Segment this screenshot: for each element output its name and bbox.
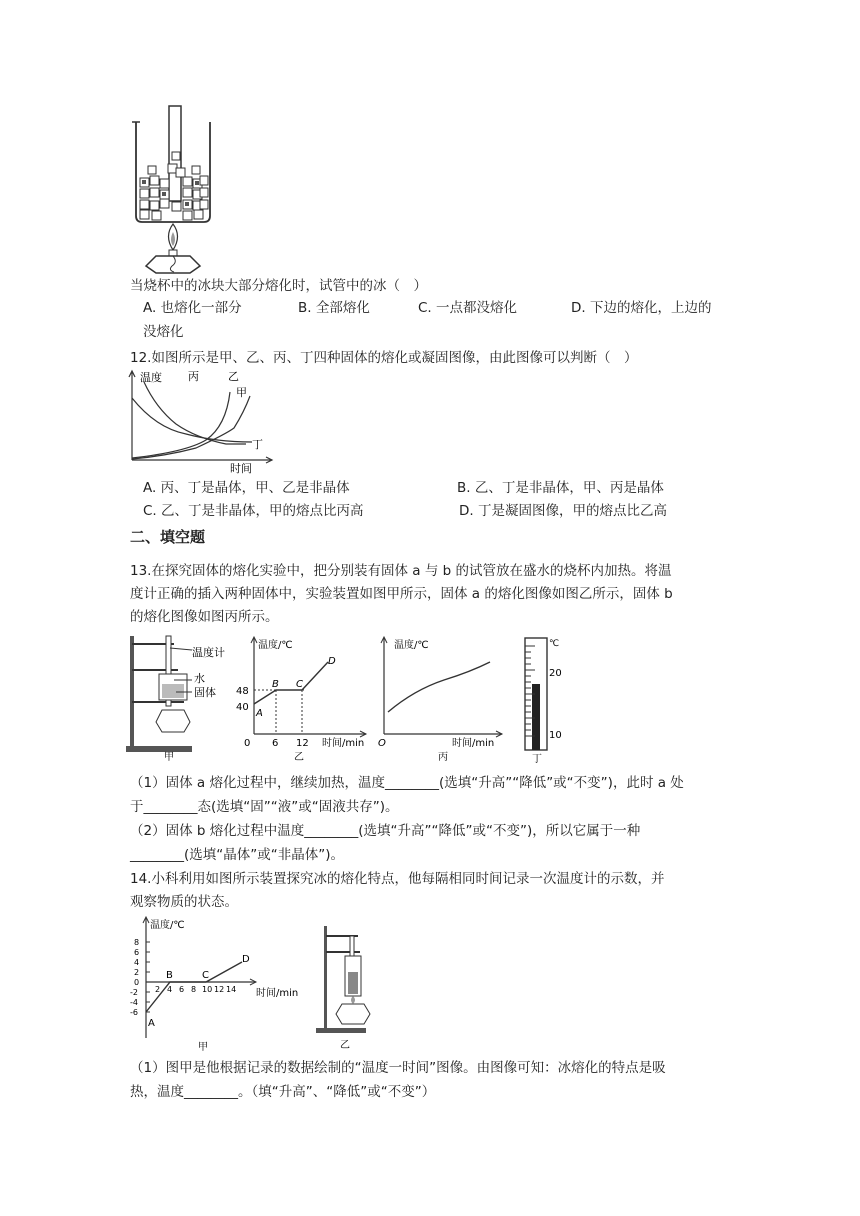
q14-ytick-2: 2 <box>134 968 140 977</box>
q12-stem: 12.如图所示是甲、乙、丙、丁四种固体的熔化或凝固图像，由此图像可以判断（ ） <box>130 350 638 366</box>
q13-label-water: 水 <box>194 672 205 685</box>
q14-xtick-4: 4 <box>167 985 173 994</box>
q13-yi-xtick-12: 12 <box>296 738 309 749</box>
q14-sub1-line2: 热，温度________。（填“升高”、“降低”或“不变”） <box>130 1084 436 1100</box>
q13-yi-point-b: B <box>272 679 279 690</box>
q14-xtick-14: 14 <box>226 985 237 994</box>
q14-point-c: C <box>202 970 209 981</box>
q14-xtick-2: 2 <box>155 985 161 994</box>
q13-caption-ding: 丁 <box>532 754 542 764</box>
q14-ylabel: 温度/℃ <box>150 920 185 931</box>
q14-xtick-12: 12 <box>214 985 225 994</box>
section-title: 二、填空题 <box>130 528 206 546</box>
q13-yi-xtick-0: 0 <box>244 738 251 749</box>
q13-yi-point-d: D <box>328 656 336 667</box>
q11-stem: 当烧杯中的冰块大部分熔化时，试管中的冰（ ） <box>130 278 427 294</box>
q12-curve-ding: 丁 <box>252 438 263 451</box>
q13-yi-xlabel: 时间/min <box>322 738 365 749</box>
q12-curve-yi: 乙 <box>228 370 239 383</box>
q13-yi-ylabel: 温度/℃ <box>258 640 293 651</box>
q13-yi-point-a: A <box>256 708 263 719</box>
q14-stem-line2: 观察物质的状态。 <box>130 894 238 910</box>
q14-xtick-10: 10 <box>202 985 213 994</box>
q11-option-a: A. 也熔化一部分 <box>143 300 242 316</box>
q14-apparatus-figure <box>312 922 382 1052</box>
q13-bing-origin: O <box>378 738 386 749</box>
q13-sub2-line1: （2）固体 b 熔化过程中温度________(选填“升高”“降低”或“不变”)，所以它属于一种 <box>130 823 641 839</box>
q14-ytick-0: 0 <box>134 978 140 987</box>
q14-xtick-6: 6 <box>179 985 185 994</box>
q13-graph-bing <box>374 632 506 764</box>
q12-melting-graph <box>126 368 276 474</box>
q11-option-d-cont: 没熔化 <box>143 324 184 340</box>
q13-apparatus-figure <box>126 632 236 762</box>
q14-ytick-6: 6 <box>134 948 140 957</box>
q13-bing-ylabel: 温度/℃ <box>394 640 429 651</box>
q13-caption-bing: 丙 <box>438 752 448 763</box>
q12-curve-bing: 丙 <box>188 370 199 383</box>
q13-sub1-line2: 于________态(选填“固”“液”或“固液共存”)。 <box>130 799 399 815</box>
q14-graph-jia <box>126 912 316 1052</box>
q13-stem-line1: 13.在探究固体的熔化实验中，把分别装有固体 a 与 b 的试管放在盛水的烧杯内加热。将温 <box>130 563 672 579</box>
q13-yi-xtick-6: 6 <box>272 738 279 749</box>
q14-point-b: B <box>166 970 173 981</box>
q11-option-c: C. 一点都没熔化 <box>418 300 518 316</box>
q13-ding-tick-20: 20 <box>549 668 562 679</box>
q13-yi-ytick-40: 40 <box>236 702 249 713</box>
q13-ding-tick-10: 10 <box>549 730 562 741</box>
q14-xtick-8: 8 <box>191 985 197 994</box>
q12-ylabel: 温度 <box>140 371 162 384</box>
q13-ding-unit: ℃ <box>549 639 560 649</box>
q13-stem-line2: 度计正确的插入两种固体中，实验装置如图甲所示，固体 a 的熔化图像如图乙所示，固体 b <box>130 586 673 602</box>
q13-stem-line3: 的熔化图像如图丙所示。 <box>130 609 279 625</box>
q14-point-d: D <box>242 954 250 965</box>
q12-option-d: D. 丁是凝固图像，甲的熔点比乙高 <box>459 503 667 519</box>
q14-xlabel: 时间/min <box>256 988 299 999</box>
q14-ytick-neg6: -6 <box>130 1008 138 1017</box>
q14-sub1-line1: （1）图甲是他根据记录的数据绘制的“温度一时间”图像。由图像可知：冰熔化的特点是吸 <box>130 1060 666 1076</box>
q13-yi-ytick-48: 48 <box>236 686 249 697</box>
q13-graph-yi <box>232 632 372 764</box>
q14-ytick-neg4: -4 <box>130 998 138 1007</box>
q14-ytick-4: 4 <box>134 958 140 967</box>
q13-label-thermometer: 温度计 <box>192 646 225 659</box>
q12-curve-jia: 甲 <box>236 386 247 399</box>
q11-option-b: B. 全部熔化 <box>298 300 370 316</box>
q13-sub1-line1: （1）固体 a 熔化过程中，继续加热，温度________(选填“升高”“降低”或“不变”)，此时 a 处 <box>130 775 684 791</box>
q13-thermometer-figure <box>515 636 575 764</box>
q14-caption-yi: 乙 <box>340 1040 350 1051</box>
q13-caption-yi: 乙 <box>294 752 304 763</box>
q14-stem-line1: 14.小科利用如图所示装置探究冰的熔化特点，他每隔相同时间记录一次温度计的示数，并 <box>130 871 665 887</box>
q12-option-b: B. 乙、丁是非晶体，甲、丙是晶体 <box>457 480 664 496</box>
beaker-ice-figure <box>128 104 218 274</box>
q13-caption-jia: 甲 <box>164 752 174 762</box>
q13-bing-xlabel: 时间/min <box>452 738 495 749</box>
q13-yi-point-c: C <box>296 679 303 690</box>
q14-caption-jia: 甲 <box>198 1042 208 1052</box>
q14-point-a: A <box>148 1018 155 1029</box>
q12-xlabel: 时间 <box>230 462 252 474</box>
q12-option-c: C. 乙、丁是非晶体，甲的熔点比丙高 <box>143 503 364 519</box>
q13-sub2-line2: ________(选填“晶体”或“非晶体”)。 <box>130 847 345 863</box>
q12-option-a: A. 丙、丁是晶体，甲、乙是非晶体 <box>143 480 350 496</box>
q14-ytick-neg2: -2 <box>130 988 138 997</box>
q14-ytick-8: 8 <box>134 938 140 947</box>
q11-option-d: D. 下边的熔化，上边的 <box>571 300 712 316</box>
q13-label-solid: 固体 <box>194 686 216 699</box>
